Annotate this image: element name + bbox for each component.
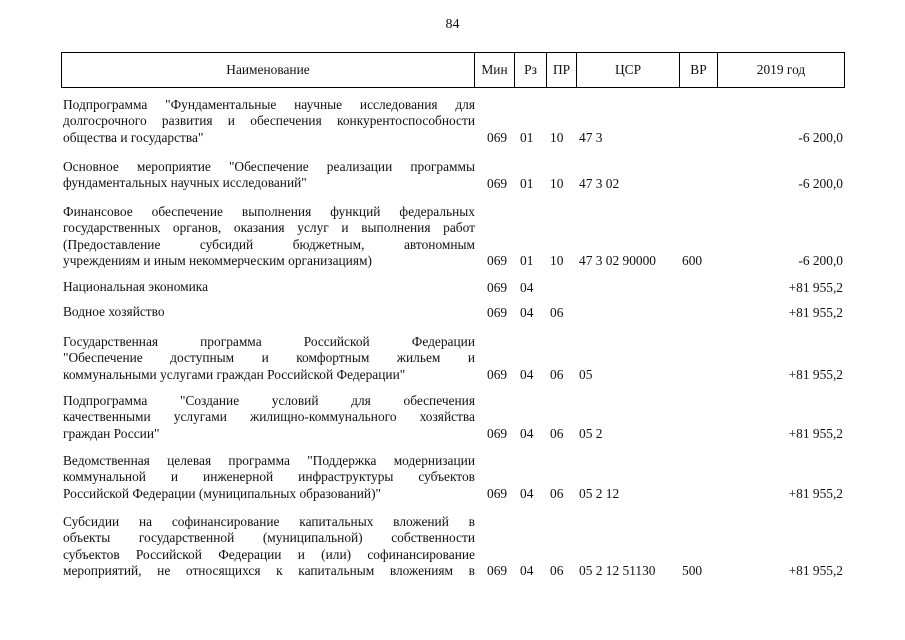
cell-pr: 06 (550, 366, 564, 382)
header-pr: ПР (547, 53, 577, 87)
cell-rz: 01 (520, 129, 534, 145)
cell-rz: 01 (520, 252, 534, 268)
row-name-line: Водное хозяйство (63, 304, 165, 319)
row-name (63, 159, 475, 192)
cell-amount: +81 955,2 (788, 279, 843, 295)
row-name-line: субъектов Российской Федерации и (или) софинансирование (63, 546, 475, 562)
row-name-line: государственных органов, оказания услуг и выполнения работ (63, 220, 475, 236)
row-name (63, 514, 475, 579)
row-name-line: коммунальной и инженерной инфраструктуры субъектов (63, 469, 475, 485)
cell-rz: 04 (520, 304, 534, 320)
cell-min: 069 (487, 562, 508, 578)
cell-rz: 04 (520, 485, 534, 501)
row-name-line: Государственная программа Российской Федерации (63, 334, 475, 349)
cell-amount: +81 955,2 (788, 366, 843, 382)
row-name-line: граждан России" (63, 425, 160, 441)
row-name-line: Национальная экономика (63, 279, 209, 294)
cell-amount: +81 955,2 (788, 425, 843, 441)
cell-min: 069 (487, 252, 508, 268)
cell-rz: 04 (520, 279, 534, 295)
header-year: 2019 год (756, 62, 806, 77)
cell-rz: 01 (520, 175, 534, 191)
table-row (61, 334, 845, 383)
row-name-line: Подпрограмма "Фундаментальные научные исследования для (63, 97, 475, 112)
table-row (61, 453, 845, 502)
cell-csr: 47 3 02 90000 (579, 252, 656, 268)
cell-pr: 06 (550, 562, 564, 578)
page-number: 84 (445, 17, 460, 32)
row-name (63, 393, 475, 442)
row-name-line: коммунальными услугами граждан Российской Федерации" (63, 366, 406, 382)
row-name-line: учреждениям и иным некоммерческим организациям) (63, 252, 372, 268)
row-name-line: Финансовое обеспечение выполнения функций федеральных (63, 204, 475, 219)
header-csr: ЦСР (577, 53, 680, 87)
header-rz: Рз (515, 53, 547, 87)
row-name-line: "Обеспечение доступным и комфортным жильем и (63, 350, 475, 366)
cell-amount: -6 200,0 (798, 129, 843, 145)
cell-amount: +81 955,2 (788, 304, 843, 320)
header-min: Мин (475, 53, 515, 87)
cell-vr: 500 (682, 562, 703, 578)
cell-min: 069 (487, 304, 508, 320)
row-name-line: фундаментальных научных исследований" (63, 175, 307, 191)
table-row (61, 279, 845, 296)
row-name-line: объекты государственной (муниципальной) собственности (63, 530, 475, 546)
cell-csr: 05 2 12 (579, 485, 620, 501)
row-name (63, 304, 475, 320)
row-name (63, 334, 475, 383)
row-name (63, 453, 475, 502)
row-name (63, 279, 475, 295)
row-name-line: Подпрограмма "Создание условий для обеспечения (63, 393, 475, 408)
cell-min: 069 (487, 366, 508, 382)
cell-min: 069 (487, 279, 508, 295)
table-header (61, 52, 845, 88)
row-name-line: Основное мероприятие "Обеспечение реализации программы (63, 159, 475, 174)
row-name-line: мероприятий, не относящихся к капитальным вложениям в (63, 562, 475, 578)
cell-pr: 10 (550, 129, 564, 145)
table-row (61, 393, 845, 442)
cell-rz: 04 (520, 425, 534, 441)
cell-pr: 06 (550, 425, 564, 441)
row-name-line: качественными услугами жилищно-коммунального хозяйства (63, 409, 475, 425)
cell-min: 069 (487, 175, 508, 191)
cell-csr: 05 (579, 366, 593, 382)
table-row (61, 159, 845, 192)
cell-csr: 05 2 12 51130 (579, 562, 656, 578)
cell-min: 069 (487, 425, 508, 441)
cell-amount: -6 200,0 (798, 252, 843, 268)
row-name-line: общества и государства" (63, 129, 204, 145)
cell-min: 069 (487, 129, 508, 145)
cell-vr: 600 (682, 252, 703, 268)
cell-rz: 04 (520, 562, 534, 578)
cell-csr: 47 3 02 (579, 175, 620, 191)
cell-csr: 05 2 (579, 425, 603, 441)
cell-pr: 06 (550, 485, 564, 501)
row-name-line: Субсидии на софинансирование капитальных вложений в (63, 514, 475, 529)
table-row (61, 514, 845, 579)
cell-min: 069 (487, 485, 508, 501)
table-row (61, 304, 845, 321)
header-name: Наименование (62, 53, 475, 87)
row-name (63, 204, 475, 269)
cell-csr: 47 3 (579, 129, 603, 145)
cell-amount: +81 955,2 (788, 562, 843, 578)
cell-pr: 10 (550, 175, 564, 191)
row-name-line: (Предоставление субсидий бюджетным, автономным (63, 236, 475, 252)
cell-amount: -6 200,0 (798, 175, 843, 191)
row-name-line: Российской Федерации (муниципальных образований)" (63, 485, 382, 501)
row-name-line: Ведомственная целевая программа "Поддержка модернизации (63, 453, 475, 468)
table-row (61, 204, 845, 269)
cell-pr: 06 (550, 304, 564, 320)
row-name (63, 97, 475, 146)
row-name-line: долгосрочного развития и обеспечения конкурентоспособности (63, 113, 475, 129)
cell-pr: 10 (550, 252, 564, 268)
cell-rz: 04 (520, 366, 534, 382)
header-vr: ВР (680, 53, 718, 87)
cell-amount: +81 955,2 (788, 485, 843, 501)
table-row (61, 97, 845, 146)
